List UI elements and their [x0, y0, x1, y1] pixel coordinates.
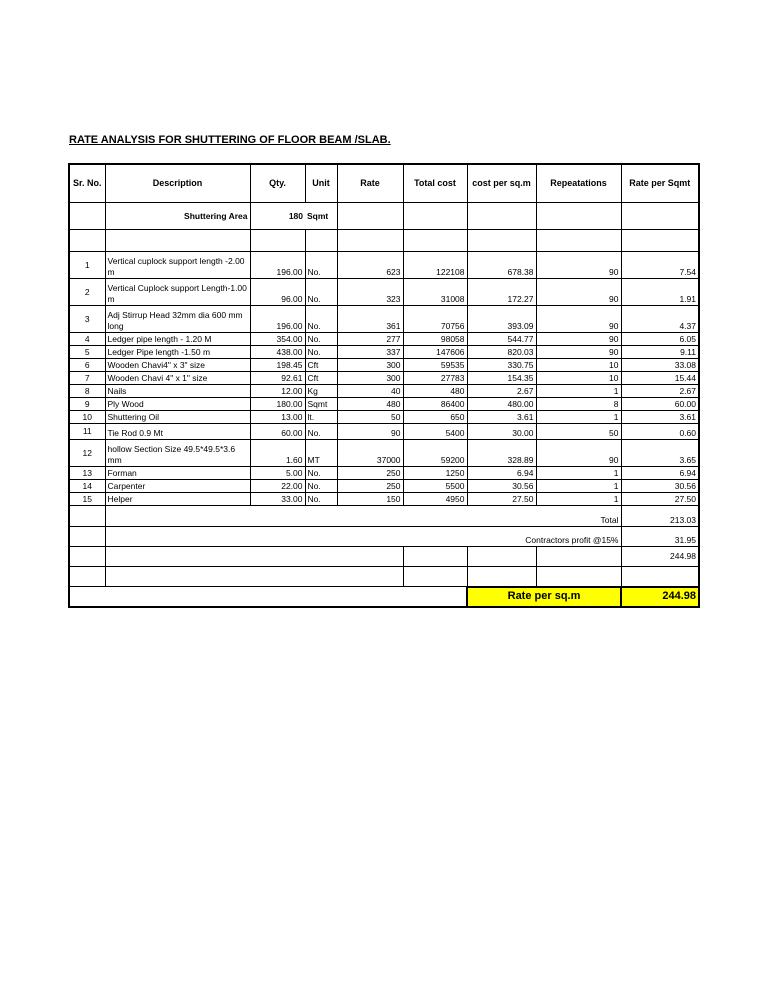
description-cell: Adj Stirrup Head 32mm dia 600 mm long — [105, 306, 250, 333]
sr-cell: 14 — [69, 480, 105, 493]
cost-per-sqm-cell: 27.50 — [467, 493, 536, 506]
description-cell: Vertical Cuplock support Length-1.00 m — [105, 279, 250, 306]
repeatations-cell: 1 — [536, 467, 621, 480]
qty-cell: 1.60 — [250, 440, 305, 467]
header-qty: Qty. — [250, 164, 305, 203]
total-cost-cell: 59535 — [403, 359, 467, 372]
rate-cell: 361 — [337, 306, 403, 333]
total-cost-cell: 98058 — [403, 333, 467, 346]
repeatations-cell: 8 — [536, 398, 621, 411]
description-cell: Ply Wood — [105, 398, 250, 411]
final-rate-row — [69, 587, 699, 608]
rate-per-sqmt-cell: 3.65 — [621, 440, 699, 467]
repeatations-cell: 1 — [536, 493, 621, 506]
header-sr-no: Sr. No. — [69, 164, 105, 203]
cost-per-sqm-cell: 393.09 — [467, 306, 536, 333]
table-row — [69, 333, 699, 346]
cost-per-sqm-cell: 328.89 — [467, 440, 536, 467]
table-row — [69, 480, 699, 493]
cost-per-sqm-cell: 154.35 — [467, 372, 536, 385]
cost-per-sqm-cell: 678.38 — [467, 252, 536, 279]
sr-cell: 13 — [69, 467, 105, 480]
sr-cell: 15 — [69, 493, 105, 506]
qty-cell: 92.61 — [250, 372, 305, 385]
rate-cell: 250 — [337, 480, 403, 493]
unit-cell: No. — [305, 480, 337, 493]
subtotal-row — [69, 547, 699, 567]
unit-cell: MT — [305, 440, 337, 467]
qty-cell: 354.00 — [250, 333, 305, 346]
repeatations-cell: 50 — [536, 424, 621, 440]
header-unit: Unit — [305, 164, 337, 203]
qty-cell: 12.00 — [250, 385, 305, 398]
rate-cell: 480 — [337, 398, 403, 411]
rate-cell: 277 — [337, 333, 403, 346]
cost-per-sqm-cell: 3.61 — [467, 411, 536, 424]
header-description: Description — [105, 164, 250, 203]
table-row — [69, 372, 699, 385]
description-cell: Ledger pipe length - 1.20 M — [105, 333, 250, 346]
sr-cell: 6 — [69, 359, 105, 372]
cost-per-sqm-cell: 480.00 — [467, 398, 536, 411]
sr-cell: 3 — [69, 306, 105, 333]
sr-cell: 7 — [69, 372, 105, 385]
table-row — [69, 385, 699, 398]
unit-cell: No. — [305, 467, 337, 480]
rate-analysis-table — [68, 163, 700, 608]
document-title: RATE ANALYSIS FOR SHUTTERING OF FLOOR BEAM /SLAB. — [69, 134, 391, 146]
cost-per-sqm-cell: 30.00 — [467, 424, 536, 440]
rate-per-sqmt-cell: 2.67 — [621, 385, 699, 398]
unit-cell: No. — [305, 252, 337, 279]
unit-cell: Sqmt — [305, 398, 337, 411]
rate-per-sqmt-cell: 27.50 — [621, 493, 699, 506]
unit-cell: Cft — [305, 372, 337, 385]
sr-cell: 1 — [69, 252, 105, 279]
qty-cell: 196.00 — [250, 252, 305, 279]
table-row — [69, 467, 699, 480]
rate-per-sqmt-cell: 7.54 — [621, 252, 699, 279]
total-cost-cell: 27783 — [403, 372, 467, 385]
cost-per-sqm-cell: 2.67 — [467, 385, 536, 398]
qty-cell: 196.00 — [250, 306, 305, 333]
unit-cell: No. — [305, 279, 337, 306]
table-row — [69, 424, 699, 440]
table-row — [69, 279, 699, 306]
final-rate-value: 244.98 — [621, 587, 699, 608]
total-cost-cell: 5500 — [403, 480, 467, 493]
rate-per-sqmt-cell: 30.56 — [621, 480, 699, 493]
table-row — [69, 306, 699, 333]
repeatations-cell: 90 — [536, 333, 621, 346]
rate-cell: 300 — [337, 372, 403, 385]
total-cost-cell: 59200 — [403, 440, 467, 467]
cost-per-sqm-cell: 172.27 — [467, 279, 536, 306]
sr-cell: 10 — [69, 411, 105, 424]
sr-cell: 5 — [69, 346, 105, 359]
rate-cell: 623 — [337, 252, 403, 279]
rate-per-sqmt-cell: 15.44 — [621, 372, 699, 385]
header-rate: Rate — [337, 164, 403, 203]
sr-cell: 2 — [69, 279, 105, 306]
description-cell: Ledger Pipe length -1.50 m — [105, 346, 250, 359]
repeatations-cell: 90 — [536, 346, 621, 359]
repeatations-cell: 90 — [536, 440, 621, 467]
table-row — [69, 398, 699, 411]
description-cell: Forman — [105, 467, 250, 480]
total-row — [69, 506, 699, 527]
shuttering-area-row — [69, 203, 699, 230]
rate-per-sqmt-cell: 0.60 — [621, 424, 699, 440]
total-cost-cell: 147606 — [403, 346, 467, 359]
sr-cell: 9 — [69, 398, 105, 411]
sr-cell: 11 — [69, 424, 105, 440]
description-cell: Carpenter — [105, 480, 250, 493]
rate-cell: 50 — [337, 411, 403, 424]
rate-per-sqmt-cell: 6.05 — [621, 333, 699, 346]
rate-cell: 90 — [337, 424, 403, 440]
repeatations-cell: 1 — [536, 480, 621, 493]
area-unit: Sqmt — [305, 203, 337, 230]
header-row — [69, 164, 699, 203]
unit-cell: No. — [305, 306, 337, 333]
rate-per-sqmt-cell: 6.94 — [621, 467, 699, 480]
qty-cell: 438.00 — [250, 346, 305, 359]
rate-cell: 300 — [337, 359, 403, 372]
profit-row — [69, 527, 699, 547]
rate-per-sqmt-cell: 9.11 — [621, 346, 699, 359]
cost-per-sqm-cell: 6.94 — [467, 467, 536, 480]
rate-cell: 150 — [337, 493, 403, 506]
unit-cell: No. — [305, 346, 337, 359]
sr-cell: 8 — [69, 385, 105, 398]
rate-cell: 323 — [337, 279, 403, 306]
description-cell: Vertical cuplock support length -2.00 m — [105, 252, 250, 279]
total-cost-cell: 86400 — [403, 398, 467, 411]
cost-per-sqm-cell: 330.75 — [467, 359, 536, 372]
rate-cell: 250 — [337, 467, 403, 480]
area-value: 180 — [250, 203, 305, 230]
unit-cell: Cft — [305, 359, 337, 372]
repeatations-cell: 1 — [536, 385, 621, 398]
description-cell: Shuttering Oil — [105, 411, 250, 424]
total-label: Total — [105, 506, 621, 527]
table-row — [69, 440, 699, 467]
qty-cell: 96.00 — [250, 279, 305, 306]
repeatations-cell: 10 — [536, 372, 621, 385]
rate-cell: 40 — [337, 385, 403, 398]
qty-cell: 180.00 — [250, 398, 305, 411]
description-cell: Tie Rod 0.9 Mt — [105, 424, 250, 440]
repeatations-cell: 10 — [536, 359, 621, 372]
repeatations-cell: 1 — [536, 411, 621, 424]
table-row — [69, 346, 699, 359]
header-total-cost: Total cost — [403, 164, 467, 203]
cost-per-sqm-cell: 820.03 — [467, 346, 536, 359]
blank-row-2 — [69, 567, 699, 587]
total-cost-cell: 122108 — [403, 252, 467, 279]
table-row — [69, 252, 699, 279]
total-cost-cell: 1250 — [403, 467, 467, 480]
rate-cell: 337 — [337, 346, 403, 359]
rate-per-sqmt-cell: 3.61 — [621, 411, 699, 424]
sr-cell: 4 — [69, 333, 105, 346]
total-cost-cell: 70756 — [403, 306, 467, 333]
total-cost-cell: 650 — [403, 411, 467, 424]
cost-per-sqm-cell: 30.56 — [467, 480, 536, 493]
rate-per-sqmt-cell: 33.08 — [621, 359, 699, 372]
header-repeatations: Repeatations — [536, 164, 621, 203]
profit-value: 31.95 — [621, 527, 699, 547]
repeatations-cell: 90 — [536, 252, 621, 279]
description-cell: Helper — [105, 493, 250, 506]
unit-cell: No. — [305, 493, 337, 506]
final-rate-label: Rate per sq.m — [467, 587, 621, 608]
cost-per-sqm-cell: 544.77 — [467, 333, 536, 346]
rate-per-sqmt-cell: 1.91 — [621, 279, 699, 306]
rate-per-sqmt-cell: 60.00 — [621, 398, 699, 411]
header-cost-per-sqm: cost per sq.m — [467, 164, 536, 203]
qty-cell: 5.00 — [250, 467, 305, 480]
description-cell: Wooden Chavi 4" x 1" size — [105, 372, 250, 385]
table-row — [69, 493, 699, 506]
unit-cell: No. — [305, 333, 337, 346]
profit-label: Contractors profit @15% — [105, 527, 621, 547]
unit-cell: Kg — [305, 385, 337, 398]
table-row — [69, 411, 699, 424]
qty-cell: 22.00 — [250, 480, 305, 493]
total-cost-cell: 480 — [403, 385, 467, 398]
sr-cell: 12 — [69, 440, 105, 467]
qty-cell: 198.45 — [250, 359, 305, 372]
description-cell: Wooden Chavi4" x 3" size — [105, 359, 250, 372]
description-cell: Nails — [105, 385, 250, 398]
repeatations-cell: 90 — [536, 279, 621, 306]
unit-cell: lt. — [305, 411, 337, 424]
header-rate-per-sqmt: Rate per Sqmt — [621, 164, 699, 203]
total-value: 213.03 — [621, 506, 699, 527]
total-cost-cell: 4950 — [403, 493, 467, 506]
repeatations-cell: 90 — [536, 306, 621, 333]
total-cost-cell: 5400 — [403, 424, 467, 440]
total-cost-cell: 31008 — [403, 279, 467, 306]
qty-cell: 60.00 — [250, 424, 305, 440]
qty-cell: 33.00 — [250, 493, 305, 506]
blank-row — [69, 230, 699, 252]
qty-cell: 13.00 — [250, 411, 305, 424]
table-row — [69, 359, 699, 372]
rate-cell: 37000 — [337, 440, 403, 467]
rate-per-sqmt-cell: 4.37 — [621, 306, 699, 333]
subtotal-value: 244.98 — [621, 547, 699, 567]
area-label: Shuttering Area — [105, 203, 250, 230]
unit-cell: No. — [305, 424, 337, 440]
description-cell: hollow Section Size 49.5*49.5*3.6 mm — [105, 440, 250, 467]
